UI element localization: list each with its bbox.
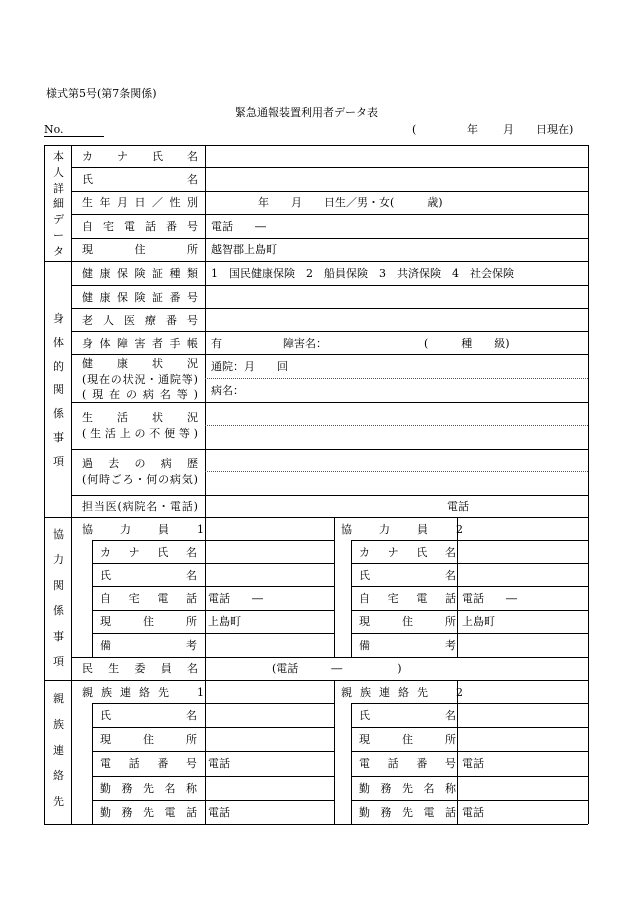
section-divider: [44, 680, 588, 681]
v-rule: [71, 145, 72, 261]
relative-2-work-phone-value: 電話: [462, 806, 484, 819]
h-rule: [71, 657, 588, 658]
h-rule: [92, 633, 334, 634]
label-health-status: 健 康 状 況: [82, 357, 198, 370]
h-rule: [71, 402, 588, 403]
cooperator-1-title-number: 1: [197, 523, 204, 536]
h-rule: [92, 563, 334, 564]
v-rule: [334, 680, 335, 824]
relative-1-title-label: 親 族 連 絡 先: [82, 686, 169, 699]
disease-value: 病名：: [211, 384, 244, 397]
cooperator-1-note-label: 備 考: [100, 639, 197, 652]
v-rule: [205, 261, 206, 517]
relative-1-title-number: 1: [197, 686, 204, 699]
cooperator-2-title-label: 協 力 員: [341, 523, 428, 536]
frame-bottom: [44, 824, 588, 825]
welfare-phone: (電話 ― ): [272, 662, 402, 675]
doctor-phone: 電話: [447, 500, 469, 513]
relative-2-title-number: 2: [456, 686, 463, 699]
home-phone-value: 電話 ―: [211, 220, 266, 233]
label-address: 現 住 所: [82, 243, 198, 256]
cooperator-2-phone-value: 電話 ―: [462, 592, 517, 605]
h-rule: [71, 449, 588, 450]
relative-1-title: [82, 686, 204, 699]
frame-left: [44, 145, 45, 824]
relative-1-work-phone-label: 勤 務 先 電 話: [100, 806, 197, 819]
label-doctor: 担 当 医 ( 病 院 名 ・ 電 話 ): [82, 500, 198, 513]
disability-have: 有: [211, 337, 222, 350]
birth-value: 年 月 日生／男・女( 歳): [258, 196, 443, 209]
h-rule: [92, 800, 334, 801]
h-rule: [71, 331, 588, 332]
h-rule: [351, 563, 588, 564]
cooperator-2-name-label: 氏 名: [359, 569, 456, 582]
h-rule: [92, 586, 334, 587]
h-rule: [351, 610, 588, 611]
h-rule: [351, 586, 588, 587]
cooperator-1-address-label: 現 住 所: [100, 615, 197, 628]
label-kana-name: カ ナ 氏 名: [82, 150, 198, 163]
cooperator-2-note-label: 備 考: [359, 639, 456, 652]
insurance-options: 1 国民健康保険 2 船員保険 3 共済保険 4 社会保険: [211, 267, 514, 280]
h-rule: [71, 308, 588, 309]
cooperator-1-kana-label: カ ナ 氏 名: [100, 546, 197, 559]
cooperator-2-phone-label: 自 宅 電 話: [359, 592, 456, 605]
h-rule: [92, 703, 334, 704]
relative-1-name-label: 氏 名: [100, 709, 197, 722]
address-value: 越智郡上島町: [211, 243, 277, 256]
section-cooperator-title: 協 力 関 係 事 項: [53, 528, 64, 668]
date-paren: (: [412, 123, 417, 136]
section-divider: [44, 261, 588, 262]
label-elderly-number: 老 人 医 療 番 号: [82, 314, 198, 327]
h-rule: [71, 191, 588, 192]
frame-top: [44, 145, 588, 146]
visit-value: 通院：月 回: [211, 360, 288, 373]
relative-2-title-label: 親 族 連 絡 先: [341, 686, 428, 699]
label-home-phone: 自 宅 電 話 番 号: [82, 220, 198, 233]
cooperator-2-title: [341, 523, 463, 536]
cooperator-2-kana-label: カ ナ 氏 名: [359, 546, 456, 559]
h-rule: [351, 727, 588, 728]
label-history-sub: ( 何 時 ご ろ ・ 何 の 病 気 ): [82, 473, 198, 486]
label-disability: 身 体 障 害 者 手 帳: [82, 337, 198, 350]
h-rule: [92, 610, 334, 611]
h-rule: [92, 540, 334, 541]
cooperator-1-title-label: 協 力 員: [82, 523, 169, 536]
v-rule: [92, 540, 93, 657]
date-day: 日現在): [536, 123, 574, 136]
relative-2-phone-label: 電 話 番 号: [359, 757, 456, 770]
h-rule: [351, 800, 588, 801]
relative-2-name-label: 氏 名: [359, 709, 456, 722]
date-month: 月: [503, 123, 514, 136]
relative-1-work-label: 勤 務 先 名 称: [100, 782, 197, 795]
section-physical-title: 身 体 的 関 係 事 項: [53, 312, 64, 468]
dotted-rule: [205, 425, 588, 426]
cooperator-2-title-number: 2: [456, 523, 463, 536]
label-health-sub1: ( 現 在 の 状 況 ・ 通 院 等 ): [82, 373, 198, 386]
cooperator-2-address-label: 現 住 所: [359, 615, 456, 628]
h-rule: [71, 495, 588, 496]
v-rule: [205, 145, 206, 261]
relative-2-phone-value: 電話: [462, 757, 484, 770]
cooperator-1-name-label: 氏 名: [100, 569, 197, 582]
v-rule: [351, 540, 352, 657]
relative-2-address-label: 現 住 所: [359, 733, 456, 746]
h-rule: [351, 540, 588, 541]
relative-2-title: [341, 686, 463, 699]
section-relative-title: 親 族 連 絡 先: [53, 692, 64, 808]
dotted-rule: [205, 471, 588, 472]
relative-1-phone-value: 電話: [208, 757, 230, 770]
form-title: 緊急通報装置利用者データ表: [235, 106, 378, 119]
label-welfare-commissioner: 民 生 委 員 名: [82, 662, 198, 675]
relative-1-address-label: 現 住 所: [100, 733, 197, 746]
h-rule: [71, 354, 588, 355]
section-divider: [44, 517, 588, 518]
no-label: No.: [44, 123, 64, 136]
label-health-sub2: ( 現 在 の 病 名 等 ): [82, 388, 198, 401]
v-rule: [351, 703, 352, 824]
label-history: 過 去 の 病 歴: [82, 457, 198, 470]
relative-2-work-label: 勤 務 先 名 称: [359, 782, 456, 795]
label-birth: 生 年 月 日 ／ 性 別: [82, 196, 198, 209]
v-rule: [334, 517, 335, 657]
label-name: 氏 名: [82, 173, 198, 186]
date-year: 年: [467, 123, 478, 136]
v-rule: [205, 517, 206, 680]
h-rule: [92, 751, 334, 752]
disability-name: 障害名：: [283, 337, 327, 350]
disability-grade: ( 種 級): [424, 337, 510, 350]
v-rule: [71, 261, 72, 517]
h-rule: [71, 285, 588, 286]
v-rule: [205, 680, 206, 824]
relative-2-work-phone-label: 勤 務 先 電 話: [359, 806, 456, 819]
label-insurance-type: 健 康 保 険 証 種 類: [82, 267, 198, 280]
v-rule: [92, 703, 93, 824]
v-rule: [457, 517, 458, 657]
dotted-rule: [205, 378, 588, 379]
v-rule: [71, 680, 72, 824]
no-underline: [44, 136, 104, 137]
v-rule: [457, 680, 458, 824]
cooperator-1-title: [82, 523, 204, 536]
cooperator-2-address-value: 上島町: [462, 615, 495, 628]
section-personal-title: 本 人 詳 細 デ ー タ: [53, 150, 64, 258]
relative-1-work-phone-value: 電話: [208, 806, 230, 819]
v-rule: [71, 517, 72, 680]
h-rule: [71, 214, 588, 215]
h-rule: [351, 751, 588, 752]
h-rule: [71, 167, 588, 168]
label-life-sub: ( 生 活 上 の 不 便 等 ): [82, 427, 198, 440]
h-rule: [351, 703, 588, 704]
cooperator-1-address-value: 上島町: [208, 615, 241, 628]
h-rule: [92, 776, 334, 777]
form-number: 様式第5号(第7条関係): [46, 87, 157, 100]
label-insurance-number: 健 康 保 険 証 番 号: [82, 291, 198, 304]
relative-1-phone-label: 電 話 番 号: [100, 757, 197, 770]
frame-right: [588, 145, 589, 824]
h-rule: [92, 727, 334, 728]
cooperator-1-phone-label: 自 宅 電 話: [100, 592, 197, 605]
cooperator-1-phone-value: 電話 ―: [208, 592, 263, 605]
label-life-status: 生 活 状 況: [82, 411, 198, 424]
h-rule: [351, 776, 588, 777]
h-rule: [351, 633, 588, 634]
h-rule: [71, 238, 588, 239]
